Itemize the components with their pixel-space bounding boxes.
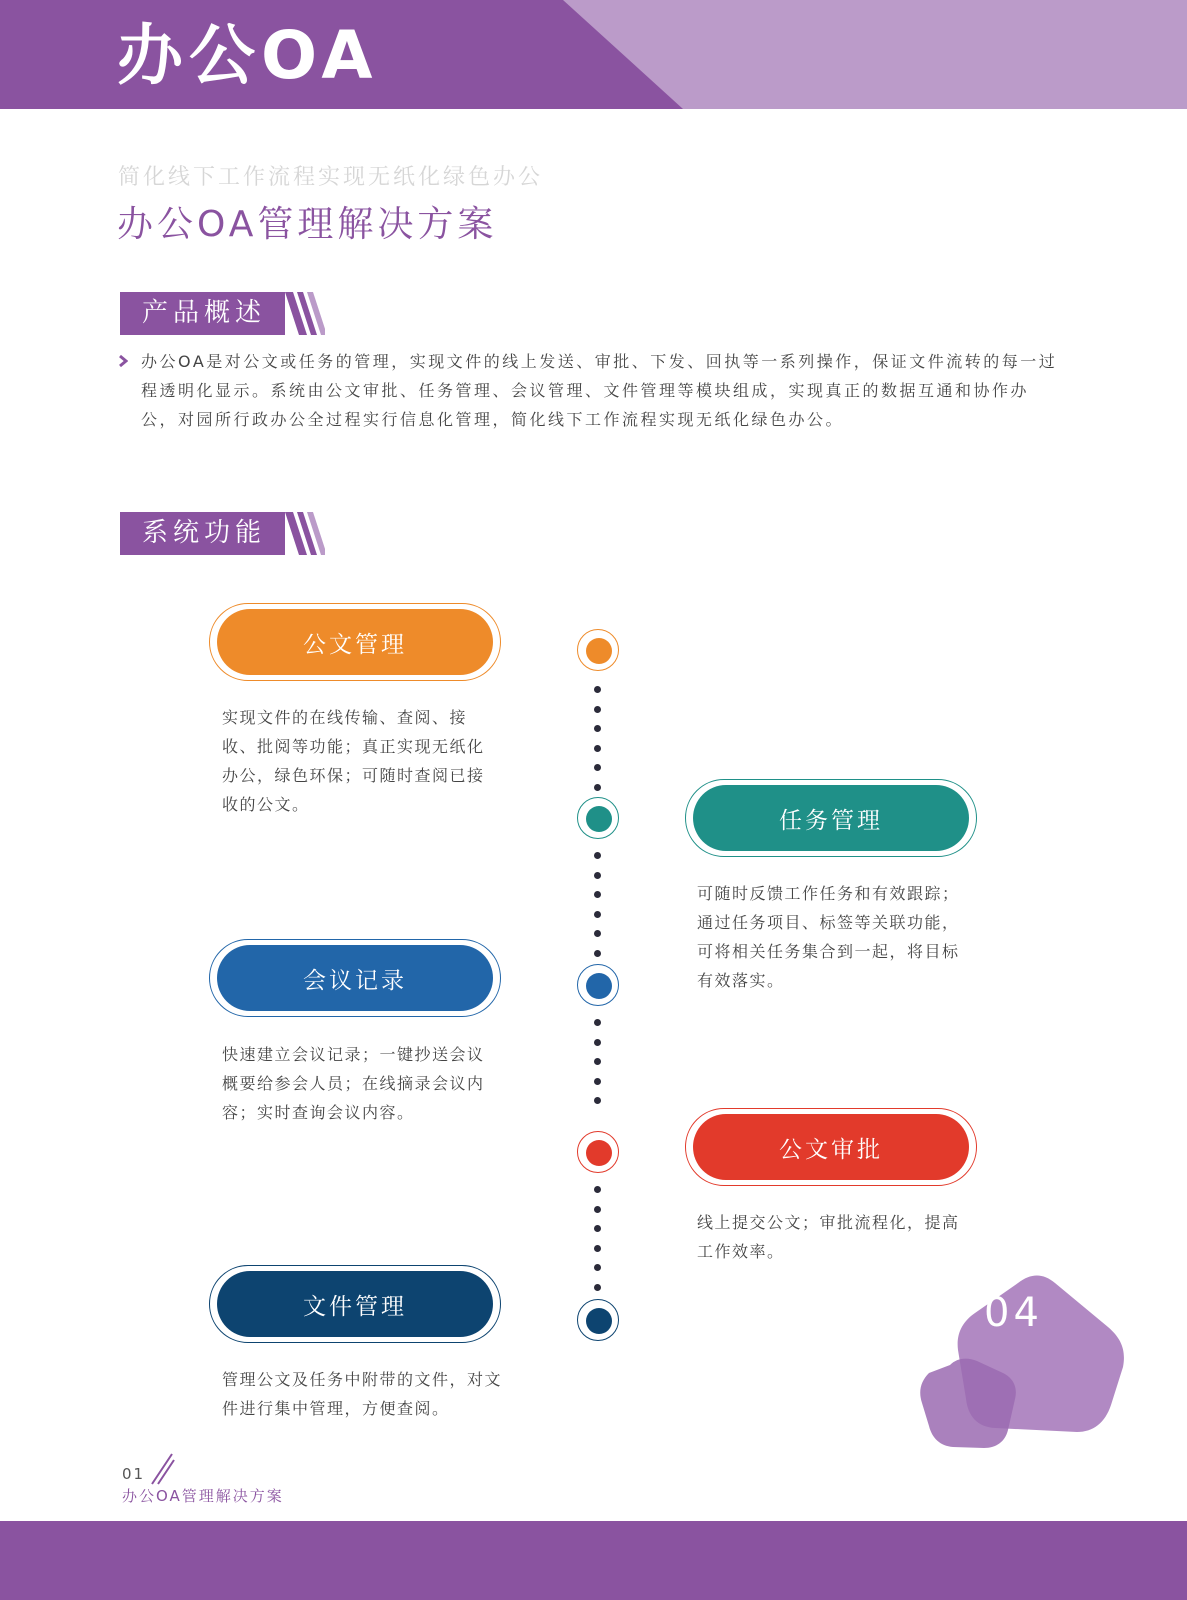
timeline-dot [594, 872, 601, 879]
feature-pill-document-approval [685, 1108, 977, 1186]
feature-pill-file-management [209, 1265, 501, 1343]
section-title-functions: 系统功能 [120, 512, 285, 555]
feature-desc: 快速建立会议记录；一键抄送会议概要给参会人员；在线摘录会议内容；实时查询会议内容。 [222, 1045, 485, 1122]
page-number: 01 [122, 1465, 146, 1483]
feature-desc: 可随时反馈工作任务和有效跟踪；通过任务项目、标签等关联功能，可将相关任务集合到一起，将目标有效落实。 [697, 884, 960, 990]
timeline-dot [594, 1058, 601, 1065]
timeline-dot [594, 1186, 601, 1193]
timeline-dot [594, 686, 601, 693]
feature-pill-task-management [685, 779, 977, 857]
timeline-dot [594, 706, 601, 713]
feature-label: 会议记录 [217, 945, 493, 1011]
pen-stroke-icon [148, 1450, 178, 1486]
footer-band [0, 1521, 1187, 1600]
feature-desc: 管理公文及任务中附带的文件，对文件进行集中管理，方便查阅。 [222, 1370, 503, 1418]
timeline-dot [594, 725, 601, 732]
timeline-dot [594, 784, 601, 791]
feature-label: 任务管理 [693, 785, 969, 851]
feature-pill-document-management [209, 603, 501, 681]
timeline-dot [594, 745, 601, 752]
timeline-dot [594, 1019, 601, 1026]
timeline-dot [594, 1264, 601, 1271]
timeline-dot [594, 1225, 601, 1232]
feature-label: 文件管理 [217, 1271, 493, 1337]
feature-desc: 线上提交公文；审批流程化，提高工作效率。 [697, 1213, 960, 1261]
timeline-node [577, 629, 619, 671]
main-title: 办公OA管理解决方案 [117, 204, 498, 245]
stripes-icon [285, 512, 325, 555]
overview-paragraph: 办公OA是对公文或任务的管理，实现文件的线上发送、审批、下发、回执等一系列操作，保证文件流转的每一过程透明化显示。系统由公文审批、任务管理、会议管理、文件管理等模块组成，实现真正的数据互通和协作办公，对园所行政办公全过程实行信息化管理，简化线下工作流程实现无纸化绿色办公。 [141, 352, 1058, 429]
timeline-dot [594, 950, 601, 957]
timeline-node [577, 797, 619, 839]
feature-pill-meeting-records [209, 939, 501, 1017]
timeline-dot [594, 1284, 601, 1291]
feature-desc: 实现文件的在线传输、查阅、接收、批阅等功能；真正实现无纸化办公，绿色环保；可随时查阅已接收的公文。 [222, 708, 485, 814]
timeline-dot [594, 1097, 601, 1104]
timeline-dot [594, 911, 601, 918]
timeline-dot [594, 1206, 601, 1213]
timeline-dot [594, 1245, 601, 1252]
subtitle: 简化线下工作流程实现无纸化绿色办公 [118, 165, 544, 190]
footer-title: 办公OA管理解决方案 [122, 1487, 284, 1505]
timeline-dot [594, 1078, 601, 1085]
header-title: 办公OA [117, 17, 379, 94]
feature-label: 公文审批 [693, 1114, 969, 1180]
timeline-dot [594, 930, 601, 937]
stripes-icon [285, 292, 325, 335]
timeline-dot [594, 852, 601, 859]
timeline-dot [594, 1039, 601, 1046]
timeline-node [577, 1131, 619, 1173]
decor-number: 04 [984, 1290, 1043, 1336]
timeline-dot [594, 891, 601, 898]
chevron-right-icon [118, 354, 128, 368]
section-title-overview: 产品概述 [120, 292, 285, 335]
timeline-node [577, 964, 619, 1006]
timeline-dot [594, 764, 601, 771]
timeline-node [577, 1299, 619, 1341]
feature-label: 公文管理 [217, 609, 493, 675]
